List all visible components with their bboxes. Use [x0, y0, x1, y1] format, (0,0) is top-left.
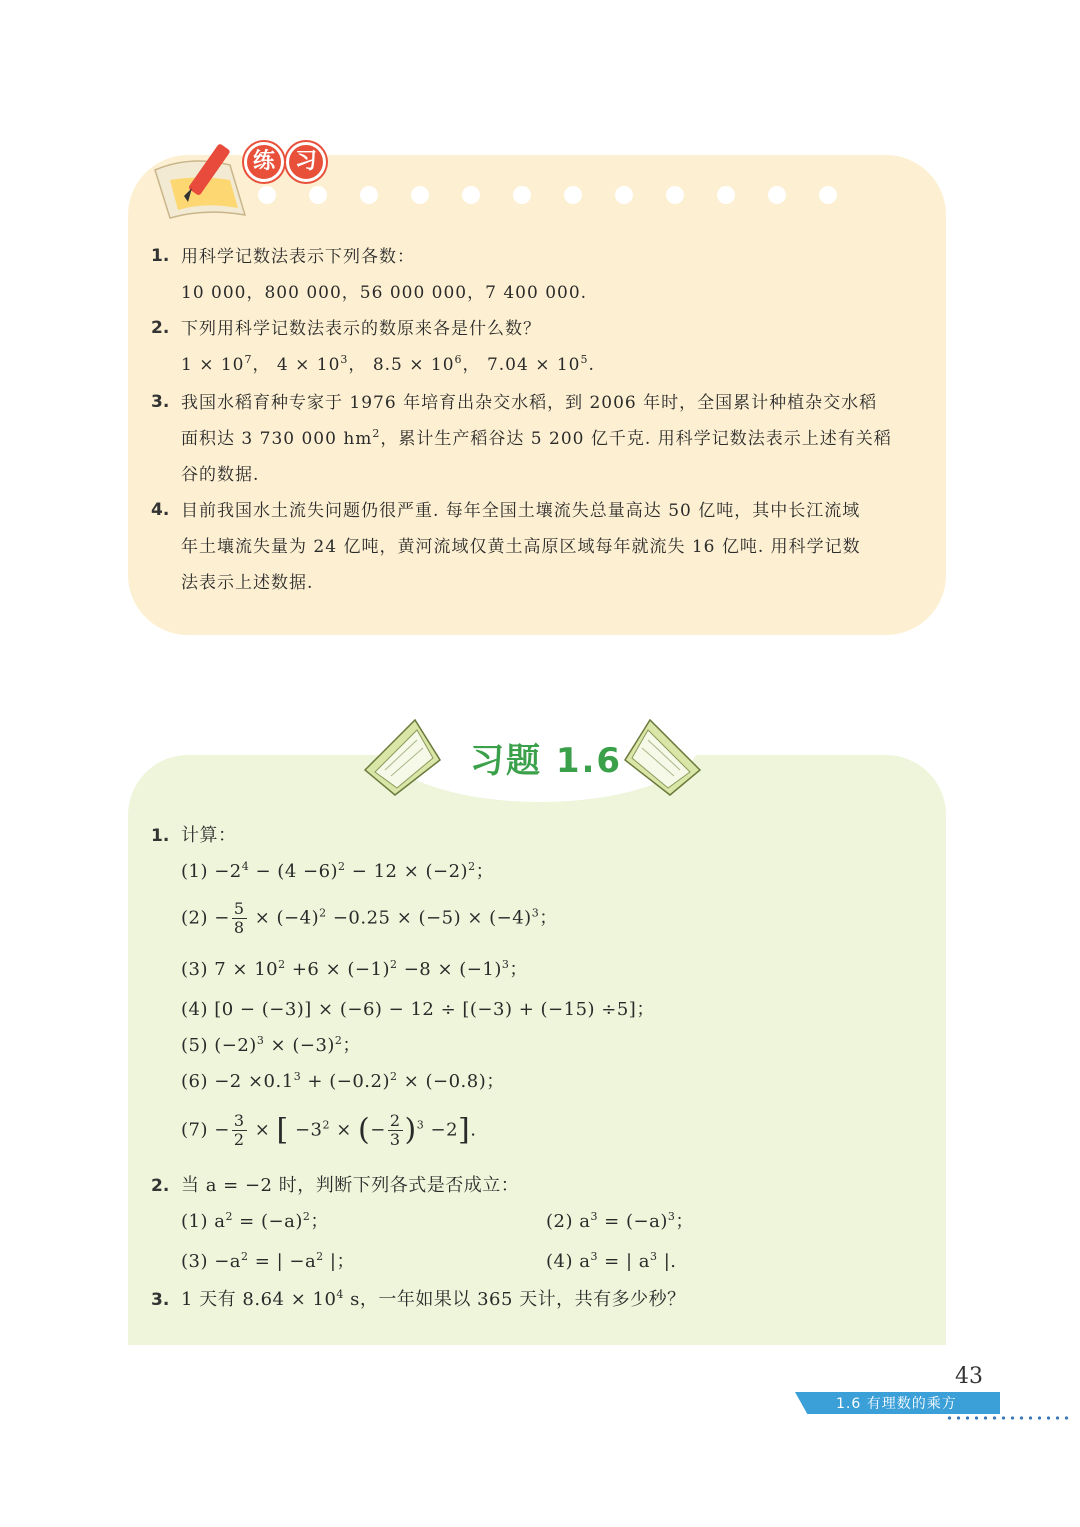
practice-q1-text: 用科学记数法表示下列各数： [181, 247, 415, 267]
practice-badge-1: 练 [244, 142, 284, 182]
open-book-icon [355, 700, 455, 800]
exercise-q1-item2: (2) − $\frac{5}{8}$ × $(-4)^2 -0.25 \times (-5) \times (-4)^3$； [181, 899, 558, 937]
exercise-title: 习题 1.6 [470, 741, 623, 781]
exercise-q2-number: 2. [151, 1176, 170, 1196]
practice-q4-line2: 年土壤流失量为 24 亿吨，黄河流域仅黄土高原区域每年就流失 16 亿吨. 用科学记数 [181, 537, 861, 557]
practice-q3-line3: 谷的数据. [181, 465, 260, 485]
practice-q1-number: 1. [151, 246, 170, 266]
practice-q3-line1: 我国水稻育种专家于 1976 年培育出杂交水稻，到 2006 年时，全国累计种植杂交水稻 [181, 393, 878, 413]
fraction: $\frac{2}{3}$ [389, 1111, 401, 1149]
practice-badge-2: 习 [286, 142, 326, 182]
fraction: $\frac{3}{2}$ [233, 1111, 245, 1149]
practice-q4-number: 4. [151, 500, 170, 520]
exercise-q2-item3: $(3) -a^2$ = | $-a^2$ |； [181, 1250, 355, 1272]
exercise-q1-item6: $(6) -2 \times 0.1^3 + (-0.2)^2 \times (-0.8)$； [181, 1070, 505, 1092]
exercise-q1-number: 1. [151, 826, 170, 846]
exercise-q2-item1: (1) $a^2 = (-a)^2$； [181, 1210, 329, 1232]
exercise-q1-item7: (7) − $\frac{3}{2}$ × [ $-3^2$ × (− $\frac{2}{3}$ )$^3$ −2]. [181, 1111, 477, 1149]
practice-q2-number: 2. [151, 318, 170, 338]
section-title: 1.6 有理数的乘方 [836, 1396, 957, 1412]
open-book-icon [610, 700, 710, 800]
exercise-q1-item1: $(1) -2^4 - (4 -6)^2 - 12 \times (-2)^2$； [181, 860, 495, 882]
practice-q1-numbers: 10 000，800 000，56 000 000，7 400 000. [181, 283, 588, 303]
practice-q2-text: 下列用科学记数法表示的数原来各是什么数？ [181, 319, 541, 339]
exercise-q3-text: 1 天有 $8.64 \times 10^4$ s，一年如果以 365 天计，共有多少秒？ [181, 1288, 686, 1310]
exercise-q1-label: 计算： [181, 825, 237, 846]
fraction: $\frac{5}{8}$ [233, 899, 245, 937]
page-number: 43 [955, 1364, 983, 1389]
exercise-q1-item5: (5) $(-2)^3 \times (-3)^2$； [181, 1034, 361, 1056]
decorative-dotted-line [945, 1416, 1070, 1420]
practice-q3-number: 3. [151, 392, 170, 412]
exercise-q2-label: 当 a = −2 时，判断下列各式是否成立： [181, 1175, 520, 1196]
practice-q2-powers: $1 \times 10^7$， $4 \times 10^3$， $8.5 \times 10^6$， $7.04 \times 10^5$. [181, 353, 595, 375]
exercise-q2-item4: (4) $a^3$ = | $a^3$ |. [546, 1250, 677, 1272]
practice-q3-line2: 面积达 3 730 000 $hm^2$，累计生产稻谷达 5 200 亿千克. 用科学记数法表示上述有关稻 [181, 427, 892, 449]
practice-q4-line1: 目前我国水土流失问题仍很严重. 每年全国土壤流失总量高达 50 亿吨，其中长江流域 [181, 501, 861, 521]
practice-q4-line3: 法表示上述数据. [181, 573, 314, 593]
exercise-q2-item2: (2) $a^3 = (-a)^3$； [546, 1210, 694, 1232]
exercise-q1-item4: (4) [0 − (−3)] × (−6) − 12 ÷ [(−3) + (−15) ÷5]； [181, 999, 655, 1020]
exercise-q1-item3: (3) $7 \times 10^2 +6 \times (-1)^2 -8 \times (-1)^3$； [181, 958, 528, 980]
exercise-q3-number: 3. [151, 1290, 170, 1310]
